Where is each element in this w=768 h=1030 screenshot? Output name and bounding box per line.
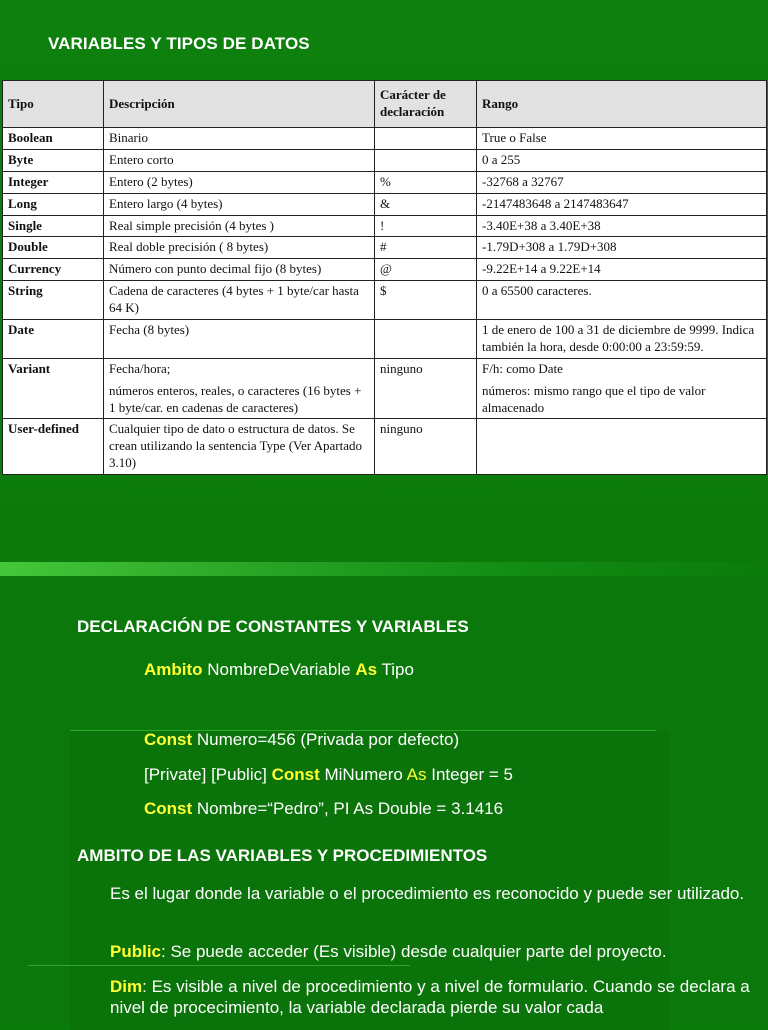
keyword-dim: Dim <box>110 977 143 996</box>
ambito-description: Es el lugar donde la variable o el procedimiento es reconocido y puede ser utilizado. <box>110 884 745 903</box>
header-tipo: Tipo <box>3 81 104 128</box>
cell-desc: Real doble precisión ( 8 bytes) <box>104 237 375 259</box>
cell-desc: Entero largo (4 bytes) <box>104 193 375 215</box>
dim-scope <box>110 976 760 1018</box>
cell-desc: Número con punto decimal fijo (8 bytes) <box>104 259 375 281</box>
cell-tipo: Date <box>3 320 104 359</box>
cell-tipo: Currency <box>3 259 104 281</box>
heading-ambito: AMBITO DE LAS VARIABLES Y PROCEDIMIENTOS <box>77 846 488 865</box>
cell-rango: 0 a 65500 caracteres. <box>477 281 767 320</box>
header-descripcion: Descripción <box>104 81 375 128</box>
header-caracter: Carácter de declaración <box>375 81 477 128</box>
cell-rango: 0 a 255 <box>477 149 767 171</box>
cell-tipo: String <box>3 281 104 320</box>
cell-desc: Binario <box>104 128 375 150</box>
const-name: MiNumero <box>319 765 407 784</box>
cell-tipo: Double <box>3 237 104 259</box>
cell-caracter: @ <box>375 259 477 281</box>
data-types-table <box>2 80 767 475</box>
table-row <box>3 419 767 475</box>
heading-declaracion: DECLARACIÓN DE CONSTANTES Y VARIABLES <box>77 617 469 636</box>
cell-caracter: # <box>375 237 477 259</box>
cell-tipo: Variant <box>3 358 104 419</box>
syntax-line <box>144 660 414 680</box>
dim-text: : Es visible a nivel de procedimiento y a nivel de formulario. Cuando se declara a nivel de procecimiento, la variable declarada pierde su valor cada <box>110 977 750 1017</box>
syntax-tipo: Tipo <box>377 660 414 679</box>
cell-desc: Cadena de caracteres (4 bytes + 1 byte/car hasta 64 K) <box>104 281 375 320</box>
const-text: Nombre=“Pedro”, PI As Double = 3.1416 <box>192 799 504 818</box>
cell-rango: 1 de enero de 100 a 31 de diciembre de 9999. Indica también la hora, desde 0:00:00 a 23:59:59. <box>477 320 767 359</box>
table-row <box>3 358 767 419</box>
cell-desc-line: números enteros, reales, o caracteres (16 bytes + 1 byte/car. en cadenas de caracteres) <box>109 382 362 415</box>
cell-desc: Fecha (8 bytes) <box>104 320 375 359</box>
cell-desc: Entero (2 bytes) <box>104 171 375 193</box>
table-header-row <box>3 81 767 128</box>
keyword-public: Public <box>110 942 162 961</box>
keyword-as: As <box>406 765 427 784</box>
decorative-line <box>28 965 410 966</box>
keyword-as: As <box>355 660 378 679</box>
cell-caracter: ninguno <box>375 419 477 475</box>
cell-caracter <box>375 128 477 150</box>
header-rango: Rango <box>477 81 767 128</box>
cell-rango: -9.22E+14 a 9.22E+14 <box>477 259 767 281</box>
cell-rango: -1.79D+308 a 1.79D+308 <box>477 237 767 259</box>
cell-tipo: Single <box>3 215 104 237</box>
cell-rango-line: F/h: como Date <box>482 360 563 376</box>
keyword-const: Const <box>271 765 320 784</box>
syntax-nombre: NombreDeVariable <box>202 660 356 679</box>
cell-desc: Entero corto <box>104 149 375 171</box>
table-row <box>3 281 767 320</box>
public-text: : Se puede acceder (Es visible) desde cualquier parte del proyecto. <box>161 942 667 961</box>
cell-caracter: % <box>375 171 477 193</box>
cell-tipo: User-defined <box>3 419 104 475</box>
const-example-2 <box>144 765 513 785</box>
keyword-ambito: Ambito <box>144 660 203 679</box>
cell-rango: True o False <box>477 128 767 150</box>
cell-rango: -2147483648 a 2147483647 <box>477 193 767 215</box>
table-row <box>3 237 767 259</box>
cell-tipo: Long <box>3 193 104 215</box>
const-text: Integer = 5 <box>426 765 513 784</box>
table-row <box>3 320 767 359</box>
cell-caracter: & <box>375 193 477 215</box>
cell-caracter: ! <box>375 215 477 237</box>
cell-caracter <box>375 320 477 359</box>
table-row <box>3 171 767 193</box>
const-example-1 <box>144 730 459 750</box>
const-text: Numero=456 (Privada por defecto) <box>192 730 460 749</box>
cell-caracter: ninguno <box>375 358 477 419</box>
public-scope <box>110 942 667 962</box>
cell-rango <box>477 419 767 475</box>
keyword-const: Const <box>144 730 193 749</box>
cell-caracter: $ <box>375 281 477 320</box>
cell-rango-line: números: mismo rango que el tipo de valor almacenado <box>482 382 706 415</box>
table-row <box>3 128 767 150</box>
const-prefix: [Private] [Public] <box>144 765 272 784</box>
cell-caracter <box>375 149 477 171</box>
slide-title: VARIABLES Y TIPOS DE DATOS <box>48 34 310 53</box>
keyword-const: Const <box>144 799 193 818</box>
cell-rango <box>477 358 767 419</box>
cell-desc: Cualquier tipo de dato o estructura de datos. Se crean utilizando la sentencia Type (Ver Apartado 3.10) <box>104 419 375 475</box>
cell-desc <box>104 358 375 419</box>
cell-desc-line: Fecha/hora; <box>109 360 171 376</box>
cell-rango: -32768 a 32767 <box>477 171 767 193</box>
cell-tipo: Byte <box>3 149 104 171</box>
cell-tipo: Boolean <box>3 128 104 150</box>
cell-tipo: Integer <box>3 171 104 193</box>
slide-divider <box>0 562 768 576</box>
cell-desc: Real simple precisión (4 bytes ) <box>104 215 375 237</box>
table-row <box>3 259 767 281</box>
cell-rango: -3.40E+38 a 3.40E+38 <box>477 215 767 237</box>
table-row <box>3 215 767 237</box>
table-row <box>3 149 767 171</box>
table-row <box>3 193 767 215</box>
const-example-3 <box>144 799 503 819</box>
